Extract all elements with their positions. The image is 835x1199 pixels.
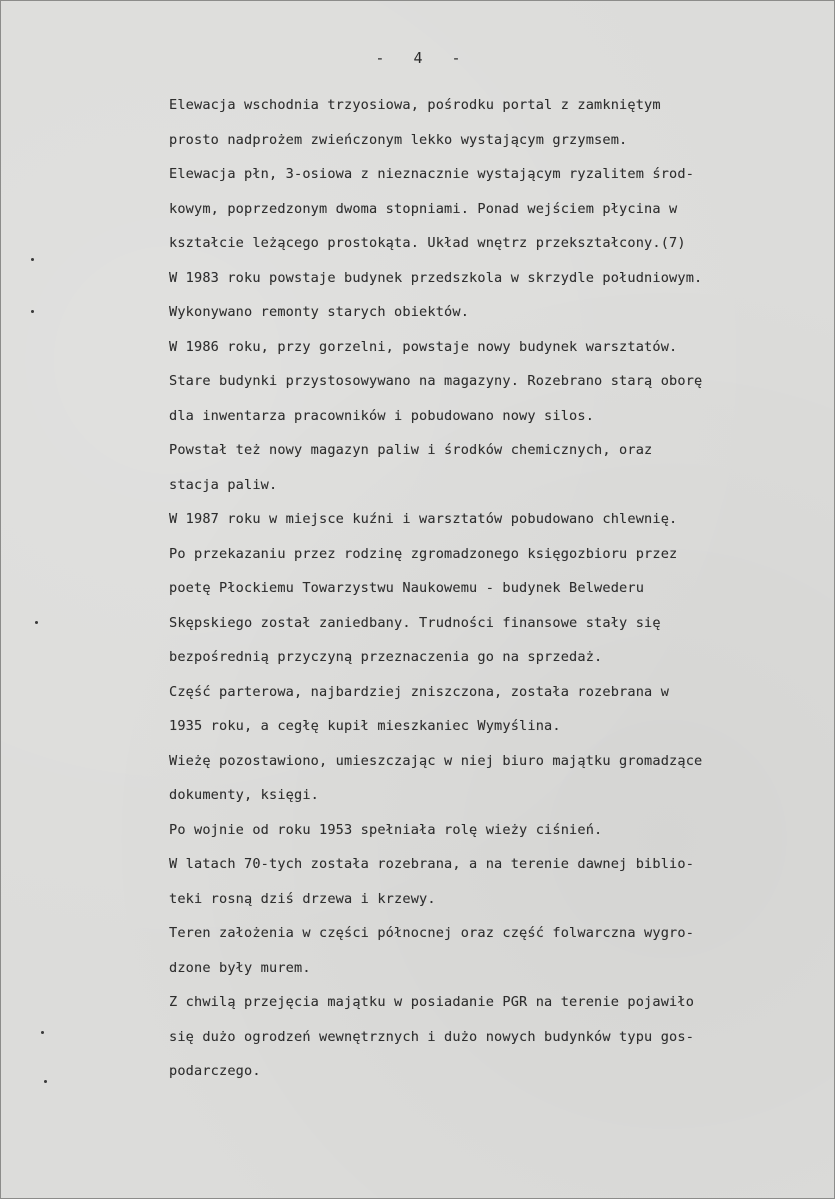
text-line: Elewacja płn, 3-osiowa z nieznacznie wystającym ryzalitem środ- <box>169 166 695 182</box>
text-line: Stare budynki przystosowywano na magazyny. Rozebrano starą oborę <box>169 373 703 389</box>
text-line: W latach 70-tych została rozebrana, a na terenie dawnej biblio- <box>169 856 695 872</box>
text-line: Po przekazaniu przez rodzinę zgromadzonego księgozbioru przez <box>169 545 678 562</box>
margin-mark <box>41 1031 44 1034</box>
text-line: bezpośrednią przyczyną przeznaczenia go na sprzedaż. <box>169 649 603 665</box>
page-number: - 4 - <box>375 49 462 67</box>
text-line: Elewacja wschodnia trzyosiowa, pośrodku portal z zamkniętym <box>169 97 661 113</box>
margin-mark <box>35 621 38 624</box>
text-line: dzone były murem. <box>169 959 311 976</box>
text-line: dokumenty, księgi. <box>169 787 320 803</box>
text-line: W 1987 roku w miejsce kuźni i warsztatów pobudowano chlewnię. <box>169 511 678 527</box>
text-line: się dużo ogrodzeń wewnętrznych i dużo nowych budynków typu gos- <box>169 1028 695 1045</box>
text-line: kowym, poprzedzonym dwoma stopniami. Ponad wejściem płycina w <box>169 200 678 217</box>
text-line: 1935 roku, a cegłę kupił mieszkaniec Wymyślina. <box>169 718 561 734</box>
text-line: Z chwilą przejęcia majątku w posiadanie PGR na terenie pojawiło <box>169 994 695 1010</box>
text-line: Teren założenia w części północnej oraz część folwarczna wygro- <box>169 925 695 941</box>
text-line: Powstał też nowy magazyn paliw i środków chemicznych, oraz <box>169 442 653 458</box>
margin-mark <box>44 1080 47 1083</box>
text-line: teki rosną dziś drzewa i krzewy. <box>169 890 436 907</box>
body-text <box>169 88 829 1089</box>
text-line: Skępskiego został zaniedbany. Trudności finansowe stały się <box>169 614 661 631</box>
margin-mark <box>31 310 34 313</box>
text-line: Część parterowa, najbardziej zniszczona, została rozebrana w <box>169 683 670 700</box>
text-line: prosto nadprożem zwieńczonym lekko wystającym grzymsem. <box>169 131 628 148</box>
text-line: Wykonywano remonty starych obiektów. <box>169 304 470 320</box>
text-line: stacja paliw. <box>169 476 278 493</box>
margin-mark <box>31 258 34 261</box>
text-line: W 1983 roku powstaje budynek przedszkola w skrzydle południowym. <box>169 269 703 286</box>
text-line: Wieżę pozostawiono, umieszczając w niej biuro majątku gromadzące <box>169 752 703 769</box>
text-line: W 1986 roku, przy gorzelni, powstaje nowy budynek warsztatów. <box>169 338 678 355</box>
text-line: dla inwentarza pracowników i pobudowano nowy silos. <box>169 407 595 424</box>
text-line: podarczego. <box>169 1063 261 1079</box>
text-line: kształcie leżącego prostokąta. Układ wnętrz przekształcony.(7) <box>169 235 686 251</box>
text-line: Po wojnie od roku 1953 spełniała rolę wieży ciśnień. <box>169 821 603 838</box>
text-line: poetę Płockiemu Towarzystwu Naukowemu - budynek Belwederu <box>169 580 645 596</box>
